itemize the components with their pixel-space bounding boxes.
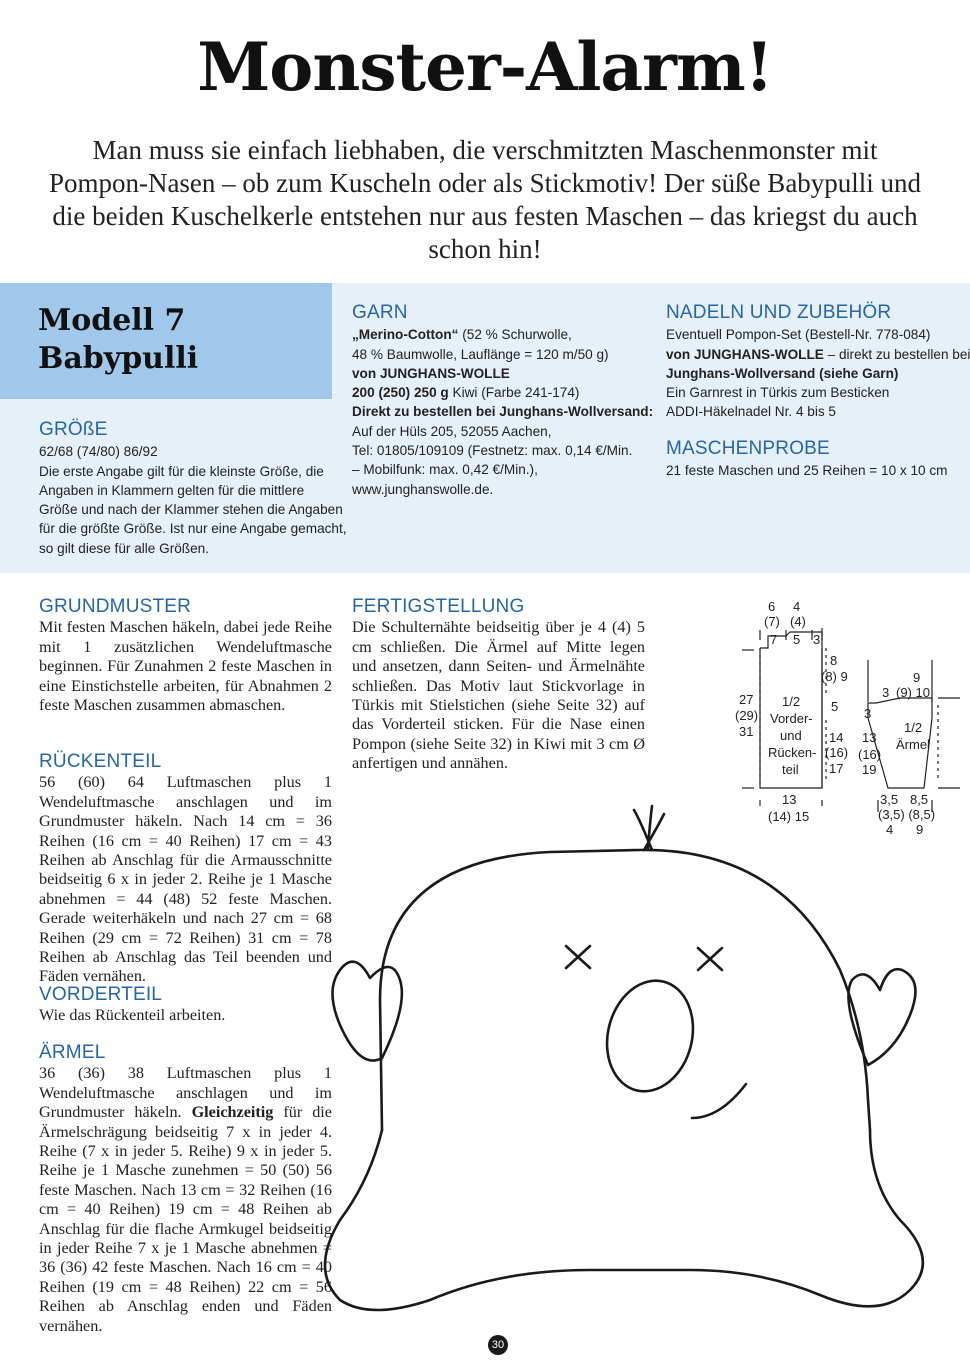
- monster-lower-body: [325, 1130, 923, 1310]
- diagram-label: Ärmel: [896, 737, 930, 752]
- model-number: Modell 7: [38, 303, 186, 338]
- fertigstellung-section: [352, 597, 645, 774]
- groesse-sizes: 62/68 (74/80) 86/92: [39, 444, 158, 460]
- dim-label: 31: [739, 724, 754, 739]
- dim-label: 17: [829, 761, 844, 776]
- garn-text: 48 % Baumwolle, Lauflänge = 120 m/50 g): [352, 346, 609, 362]
- vorderteil-section: [39, 985, 332, 1026]
- monster-nose: [596, 972, 705, 1101]
- aermel-heading: ÄRMEL: [39, 1042, 106, 1063]
- aermel-text: für die Ärmelschrägung beidseitig 7 x in jeder 4. Reihe (7 x in jeder 5. Reihe) 9 x in jeder 5. Reihe je 1 Masche zunehmen = 50 (50) 56 feste Maschen. Nach 13 cm = 32 Reihen (16 cm = 40 Reihen) 19 cm = 48 Reihen ab Anschlag für die flache Armkugel beidseitig in jeder Reihe 7 x je 1 Masche abnehmen = 36 (36) 42 feste Maschen. Nach 16 cm = 40 Reihen (19 cm = 48 Reihen) 22 cm = 56 Reihen ab Anschlag enden und Fäden vernähen.: [39, 1103, 332, 1335]
- vorderteil-text: Wie das Rückenteil arbeiten.: [39, 1006, 226, 1025]
- nadeln-text: ADDI-Häkelnadel Nr. 4 bis 5: [666, 404, 836, 420]
- diagram-label: 1/2: [782, 694, 801, 709]
- grundmuster-text: Mit festen Maschen häkeln, dabei jede Reihe mit 1 zusätzlichen Wendeluftmasche beginnen. Für Zunahmen 2 feste Maschen in eine Einstichstelle arbeiten, für Abnahmen 2 feste Maschen zusammen abmaschen.: [39, 618, 332, 715]
- diagram-label: Rücken-: [768, 745, 817, 760]
- diagram-label: und: [780, 728, 802, 743]
- monster-left-eye: [566, 946, 590, 968]
- rueckenteil-text: 56 (60) 64 Luftmaschen plus 1 Wendeluftmasche anschlagen und im Grundmuster häkeln. Nach 14 cm = 36 Reihen (16 cm = 40 Reihen) 17 cm = 43 Reihen ab Anschlag für die Armausschnitte beidseitig 6 x in jeder 2. Reihe je 1 Masche abnehmen = 44 (48) 52 feste Maschen. Gerade weiterhäkeln und nach 27 cm = 68 Reihen (29 cm = 72 Reihen) 31 cm = 78 Reihen ab Anschlag das Teil beenden und Fäden vernähen.: [39, 773, 332, 986]
- dim-label: (9) 10: [896, 685, 930, 700]
- dim-label: 5: [793, 632, 801, 647]
- monster-left-hand: [333, 962, 402, 1061]
- dim-label: 27: [739, 692, 754, 707]
- nadeln-text: Junghans-Wollversand (siehe Garn): [666, 365, 899, 381]
- garn-text: – Mobilfunk: max. 0,42 €/Min.),: [352, 462, 538, 478]
- dim-label: 4: [793, 599, 801, 614]
- monster-hair: [644, 814, 664, 850]
- rueckenteil-heading: RÜCKENTEIL: [39, 751, 162, 772]
- nadeln-heading: NADELN UND ZUBEHÖR: [666, 302, 892, 323]
- rueckenteil-section: [39, 752, 332, 987]
- dim-label: (3,5) (8,5): [878, 807, 936, 822]
- diagram-label: teil: [782, 762, 799, 777]
- nadeln-section: [666, 302, 970, 422]
- garn-text: Tel: 01805/109109 (Festnetz: max. 0,14 €/Min.: [352, 443, 633, 459]
- monster-body-top: [380, 850, 870, 1130]
- groesse-line: so gilt diese für alle Größen.: [39, 540, 210, 556]
- page-title: Monster-Alarm!: [197, 28, 773, 106]
- dim-label: (16): [858, 747, 882, 762]
- diagram-label: 1/2: [904, 720, 923, 735]
- grundmuster-section: [39, 597, 332, 715]
- garn-yarn-name: „Merino-Cotton“: [352, 327, 459, 343]
- dim-label: 3: [864, 706, 872, 721]
- dim-label: 9: [913, 670, 921, 685]
- garn-heading: GARN: [352, 302, 408, 323]
- dim-label: 6: [768, 599, 776, 614]
- vorderteil-heading: VORDERTEIL: [39, 984, 163, 1005]
- monster-mouth: [692, 1084, 746, 1118]
- garn-text: Direkt zu bestellen bei Junghans-Wollversand:: [352, 404, 654, 420]
- fertigstellung-text: Die Schulternähte beidseitig über je 4 (4) 5 cm schließen. Die Ärmel auf Mitte legen und ansetzen, dann Seiten- und Ärmelnähte schließen. Das Motiv laut Stickvorlage in Türkis mit Stielstichen (siehe Seite 32) auf das Vorderteil sticken. Für die Nase einen Pompon (siehe Seite 32) in Kiwi mit 3 cm Ø anfertigen und annähen.: [352, 618, 645, 773]
- garn-url: www.junghanswolle.de.: [352, 481, 494, 497]
- dim-label: 3,5: [880, 792, 899, 807]
- monster-embroidery-template: [300, 800, 970, 1330]
- dim-label: (7): [764, 614, 780, 629]
- fertigstellung-heading: FERTIGSTELLUNG: [352, 596, 525, 617]
- nadeln-brand: von JUNGHANS-WOLLE: [666, 346, 824, 362]
- diagram-label: Vorder-: [770, 711, 813, 726]
- dim-label: 13: [782, 792, 797, 807]
- garn-text: von JUNGHANS-WOLLE: [352, 365, 510, 381]
- dim-label: 19: [862, 762, 877, 777]
- aermel-section: [39, 1043, 332, 1336]
- garn-text: Kiwi (Farbe 241-174): [448, 385, 580, 401]
- dim-label: 13: [862, 730, 877, 745]
- groesse-line: Angaben in Klammern gelten für die mittlere: [39, 482, 305, 498]
- garn-section: [352, 303, 652, 499]
- aermel-emphasis: Gleichzeitig: [191, 1103, 274, 1122]
- maschenprobe-heading: MASCHENPROBE: [666, 438, 830, 459]
- groesse-heading: GRÖßE: [39, 419, 108, 440]
- groesse-line: für die größte Größe. Ist nur eine Angabe gemacht,: [39, 521, 347, 537]
- dim-label: 8,5: [910, 792, 929, 807]
- dim-label: 7: [770, 632, 778, 647]
- maschenprobe-section: [666, 439, 966, 481]
- garn-text: (52 % Schurwolle,: [458, 327, 572, 343]
- dim-label: 9: [916, 822, 924, 837]
- intro-text: Man muss sie einfach liebhaben, die verschmitzten Maschenmonster mit Pompon-Nasen – ob zum Kuscheln oder als Stickmotiv! Der süße Babypulli und die beiden Kuschelkerle entstehen nur aus festen Maschen – das kriegst du auch schon hin!: [48, 135, 922, 264]
- monster-right-eye: [698, 948, 722, 970]
- grundmuster-heading: GRUNDMUSTER: [39, 596, 192, 617]
- aermel-text: 36 (36) 38 Luftmaschen plus 1 Wendeluftmasche anschlagen und im Grundmuster häkeln.: [39, 1064, 332, 1122]
- nadeln-text: – direkt zu bestellen bei: [823, 346, 970, 362]
- dim-label: 5: [831, 699, 839, 714]
- groesse-line: Größe und nach der Klammer stehen die Angaben: [39, 502, 343, 518]
- groesse-section: [39, 419, 347, 558]
- dim-label: 14: [829, 730, 844, 745]
- monster-right-hand: [848, 969, 915, 1065]
- dim-label: (8) 9: [821, 669, 848, 684]
- dim-label: (14) 15: [768, 809, 810, 824]
- dim-label: 3: [882, 685, 890, 700]
- dim-label: 8: [830, 653, 838, 668]
- groesse-line: Die erste Angabe gilt für die kleinste Größe, die: [39, 463, 324, 479]
- garn-text: Auf der Hüls 205, 52055 Aachen,: [352, 423, 552, 439]
- maschenprobe-text: 21 feste Maschen und 25 Reihen = 10 x 10 cm: [666, 463, 948, 479]
- dim-label: 3: [813, 632, 821, 647]
- dim-label: 4: [886, 822, 894, 837]
- model-name: Babypulli: [38, 341, 199, 376]
- page-number: 30: [488, 1335, 508, 1355]
- nadeln-text: Ein Garnrest in Türkis zum Besticken: [666, 385, 890, 401]
- dim-label: (4): [790, 614, 806, 629]
- dim-label: (16): [825, 745, 849, 760]
- model-title: [38, 302, 328, 378]
- garn-amount: 200 (250) 250 g: [352, 385, 449, 401]
- dim-label: (29): [735, 708, 759, 723]
- nadeln-text: Eventuell Pompon-Set (Bestell-Nr. 778-084): [666, 327, 931, 343]
